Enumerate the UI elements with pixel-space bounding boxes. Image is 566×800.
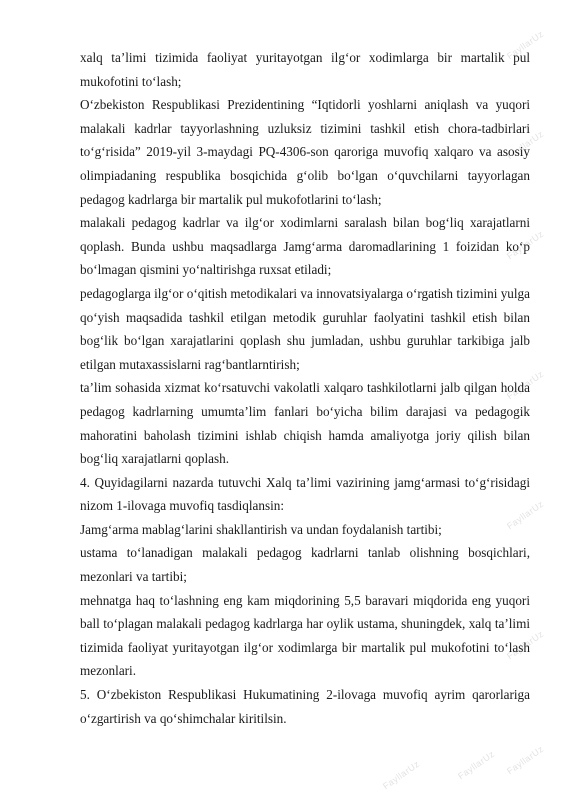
paragraph: 5. O‘zbekiston Respublikasi Hukumatining 2-ilovaga muvofiq ayrim qarorlariga o‘zgartirish va qo‘shimchalar kiritilsin.: [80, 687, 530, 726]
watermark: FayllarUz: [504, 743, 546, 777]
paragraph: 4. Quyidagilarni nazarda tutuvchi Xalq ta’limi vazirining jamg‘armasi to‘g‘risidagi nizom 1-ilovaga muvofiq tasdiqlansin:: [80, 474, 530, 514]
paragraph: Jamg‘arma mablag‘larini shakllantirish va undan foydalanish tartibi;: [80, 521, 442, 537]
watermark: FayllarUz: [455, 748, 497, 782]
paragraph: xalq ta’limi tizimida faoliyat yuritayotgan ilg‘or xodimlarga bir martalik pul mukofotini to‘lash;: [80, 50, 530, 89]
watermark: FayllarUz: [504, 28, 546, 62]
watermark: FayllarUz: [504, 228, 546, 262]
paragraph: malakali pedagog kadrlar va ilg‘or xodimlarni saralash bilan bog‘liq xarajatlarni qoplash. Bunda ushbu maqsadlarga Jamg‘arma daromadlarining 1 foizidan ko‘p bo‘lmagan qismini yo‘naltirishga ruxsat etiladi;: [80, 215, 530, 278]
paragraph: pedagoglarga ilg‘or o‘qitish metodikalari va innovatsiyalarga o‘rgatish tizimini yulga qo‘yish maqsadida tashkil etilgan metodik guruhlar faolyatini tashkil etish bilan bog‘lik bo‘lgan xarajatlarini qoplash shu jumladan, ushbu guruhlar tarkibiga jalb etilgan mutaxassislarni rag‘bantlarntirish;: [80, 285, 530, 372]
paragraph: ta’lim sohasida xizmat ko‘rsatuvchi vakolatli xalqaro tashkilotlarni jalb qilgan holda pedagog kadrlarning umumta’lim fanlari bo‘yicha bilim darajasi va pedagogik mahoratini baholash tizimini ishlab chiqish hamda amaliyotga joriy qilish bilan bog‘liq xarajatlarni qoplash.: [80, 380, 530, 467]
watermark: FayllarUz: [504, 498, 546, 532]
watermark: FayllarUz: [504, 128, 546, 162]
paragraph: mehnatga haq to‘lashning eng kam miqdorining 5,5 baravari miqdorida eng yuqori ball to‘plagan malakali pedagog kadrlarga har oylik ustama, shuningdek, xalq ta’limi tizimida faoliyat yuritayotgan ilg‘or xodimlarga bir martalik pul mukofotini to‘lash mezonlari.: [80, 592, 530, 679]
paragraph: ustama to‘lanadigan malakali pedagog kadrlarni tanlab olishning bosqichlari, mezonlari va tartibi;: [80, 545, 530, 585]
watermark: FayllarUz: [504, 628, 546, 662]
watermark: FayllarUz: [504, 368, 546, 402]
watermark: FayllarUz: [380, 758, 422, 792]
paragraph: O‘zbekiston Respublikasi Prezidentining “Iqtidorli yoshlarni aniqlash va yuqori malakali kadrlar tayyorlashning uzluksiz tizimini tashkil etish chora-tadbirlari to‘g‘risida” 2019-yil 3-maydagi PQ-4306-son qaroriga muvofiq xalqaro va asosiy olimpiadaning respublika bosqichida g‘olib bo‘lgan o‘quvchilarni tayyorlagan pedagog kadrlarga bir martalik pul mukofotlarini to‘lash;: [80, 97, 530, 207]
document-body: [80, 46, 530, 730]
